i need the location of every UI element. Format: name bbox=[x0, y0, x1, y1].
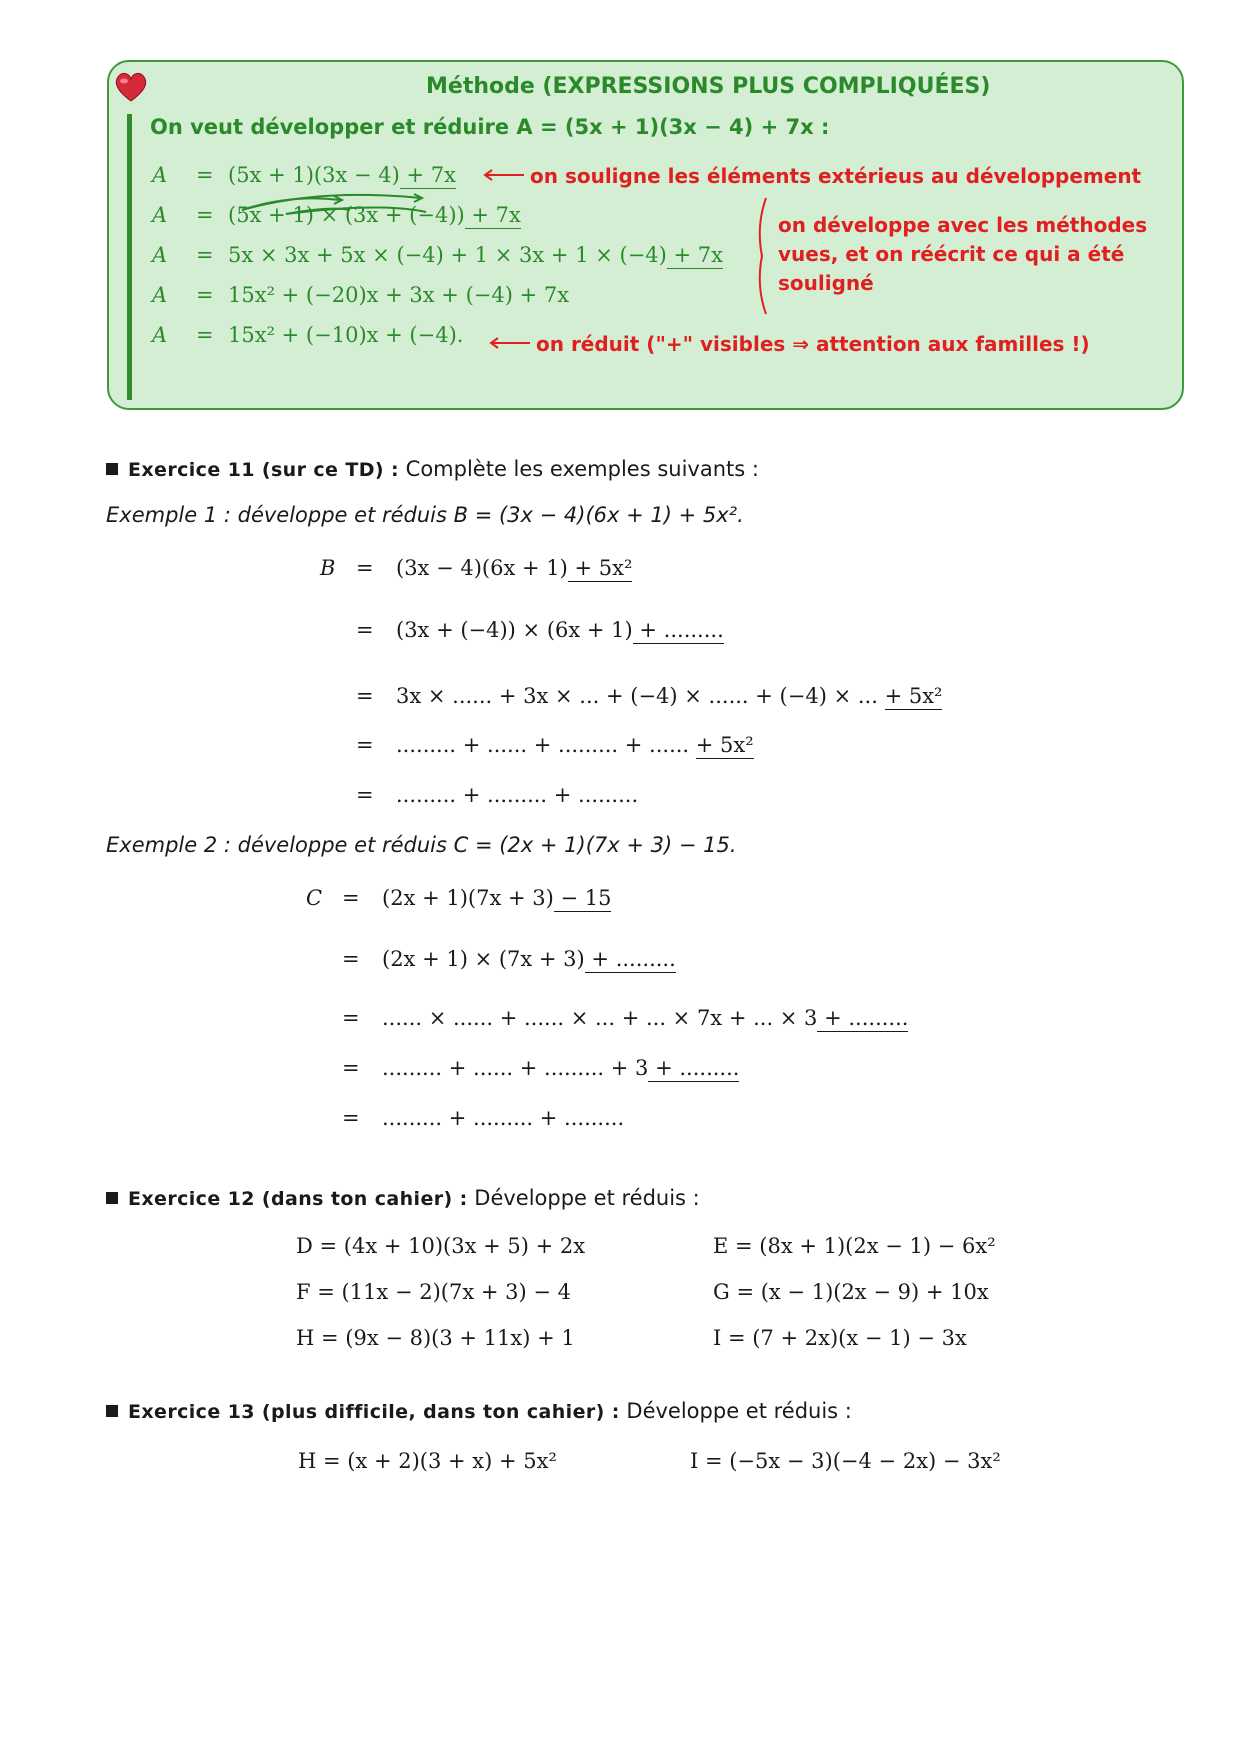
ex2-line-5: = ......... + ......... + ......... bbox=[342, 1106, 625, 1130]
square-bullet-icon bbox=[106, 1192, 118, 1204]
heart-icon bbox=[113, 70, 149, 108]
method-line-1: A = (5x + 1)(3x − 4) + 7x bbox=[152, 163, 456, 187]
method-line-4: A = 15x² + (−20)x + 3x + (−4) + 7x bbox=[152, 283, 570, 307]
ex1-line-5: = ......... + ......... + ......... bbox=[356, 783, 639, 807]
ex1-line-4: = ......... + ...... + ......... + ...... + 5x² bbox=[356, 733, 754, 757]
method-line-2: A = (5x + 1) × (3x + (−4)) + 7x bbox=[152, 203, 521, 227]
exercise-13-heading: Exercice 13 (plus difficile, dans ton cahier) : Développe et réduis : bbox=[106, 1399, 852, 1423]
method-line-3: A = 5x × 3x + 5x × (−4) + 1 × 3x + 1 × (−4) + 7x bbox=[152, 243, 724, 267]
exercise-12-heading: Exercice 12 (dans ton cahier) : Développe et réduis : bbox=[106, 1186, 700, 1210]
brace-icon bbox=[752, 196, 772, 316]
arrow-left-icon bbox=[482, 168, 526, 182]
ex2-line-1: C = (2x + 1)(7x + 3) − 15 bbox=[306, 886, 612, 910]
ex12-item-H: H = (9x − 8)(3 + 11x) + 1 bbox=[296, 1326, 575, 1350]
arrow-left-icon-2 bbox=[488, 336, 532, 350]
distribution-arrows bbox=[230, 188, 440, 218]
ex2-line-3: = ...... × ...... + ...... × ... + ... × 7x + ... × 3 + ......... bbox=[342, 1006, 909, 1030]
note-develop-2: vues, et on réécrit ce qui a été bbox=[778, 242, 1125, 266]
ex1-line-2: = (3x + (−4)) × (6x + 1) + ......... bbox=[356, 618, 724, 642]
ex12-item-E: E = (8x + 1)(2x − 1) − 6x² bbox=[713, 1234, 996, 1258]
square-bullet-icon bbox=[106, 1405, 118, 1417]
method-intro: On veut développer et réduire A = (5x + 1)(3x − 4) + 7x : bbox=[150, 115, 830, 139]
ex2-line-4: = ......... + ...... + ......... + 3 + ......... bbox=[342, 1056, 740, 1080]
note-underline: on souligne les éléments extérieus au développement bbox=[530, 164, 1142, 188]
ex1-line-1: B = (3x − 4)(6x + 1) + 5x² bbox=[320, 556, 633, 580]
method-line-5: A = 15x² + (−10)x + (−4). bbox=[152, 323, 464, 347]
ex13-item-H: H = (x + 2)(3 + x) + 5x² bbox=[298, 1449, 557, 1473]
note-reduce: on réduit ("+" visibles ⇒ attention aux familles !) bbox=[536, 332, 1090, 356]
method-side-bar bbox=[127, 114, 132, 400]
note-develop-1: on développe avec les méthodes bbox=[778, 213, 1148, 237]
exercise-11-heading: Exercice 11 (sur ce TD) : Complète les exemples suivants : bbox=[106, 457, 759, 481]
square-bullet-icon bbox=[106, 463, 118, 475]
example-2-heading: Exemple 2 : développe et réduis C = (2x + 1)(7x + 3) − 15. bbox=[106, 833, 737, 857]
ex12-item-I: I = (7 + 2x)(x − 1) − 3x bbox=[713, 1326, 967, 1350]
note-develop-3: souligné bbox=[778, 271, 874, 295]
ex12-item-F: F = (11x − 2)(7x + 3) − 4 bbox=[296, 1280, 571, 1304]
example-1-heading: Exemple 1 : développe et réduis B = (3x − 4)(6x + 1) + 5x². bbox=[106, 503, 744, 527]
ex12-item-G: G = (x − 1)(2x − 9) + 10x bbox=[713, 1280, 989, 1304]
ex2-line-2: = (2x + 1) × (7x + 3) + ......... bbox=[342, 947, 676, 971]
ex1-line-3: = 3x × ...... + 3x × ... + (−4) × ...... + (−4) × ... + 5x² bbox=[356, 684, 943, 708]
method-title: Méthode (EXPRESSIONS PLUS COMPLIQUÉES) bbox=[426, 74, 991, 99]
ex13-item-I: I = (−5x − 3)(−4 − 2x) − 3x² bbox=[690, 1449, 1001, 1473]
ex12-item-D: D = (4x + 10)(3x + 5) + 2x bbox=[296, 1234, 586, 1258]
